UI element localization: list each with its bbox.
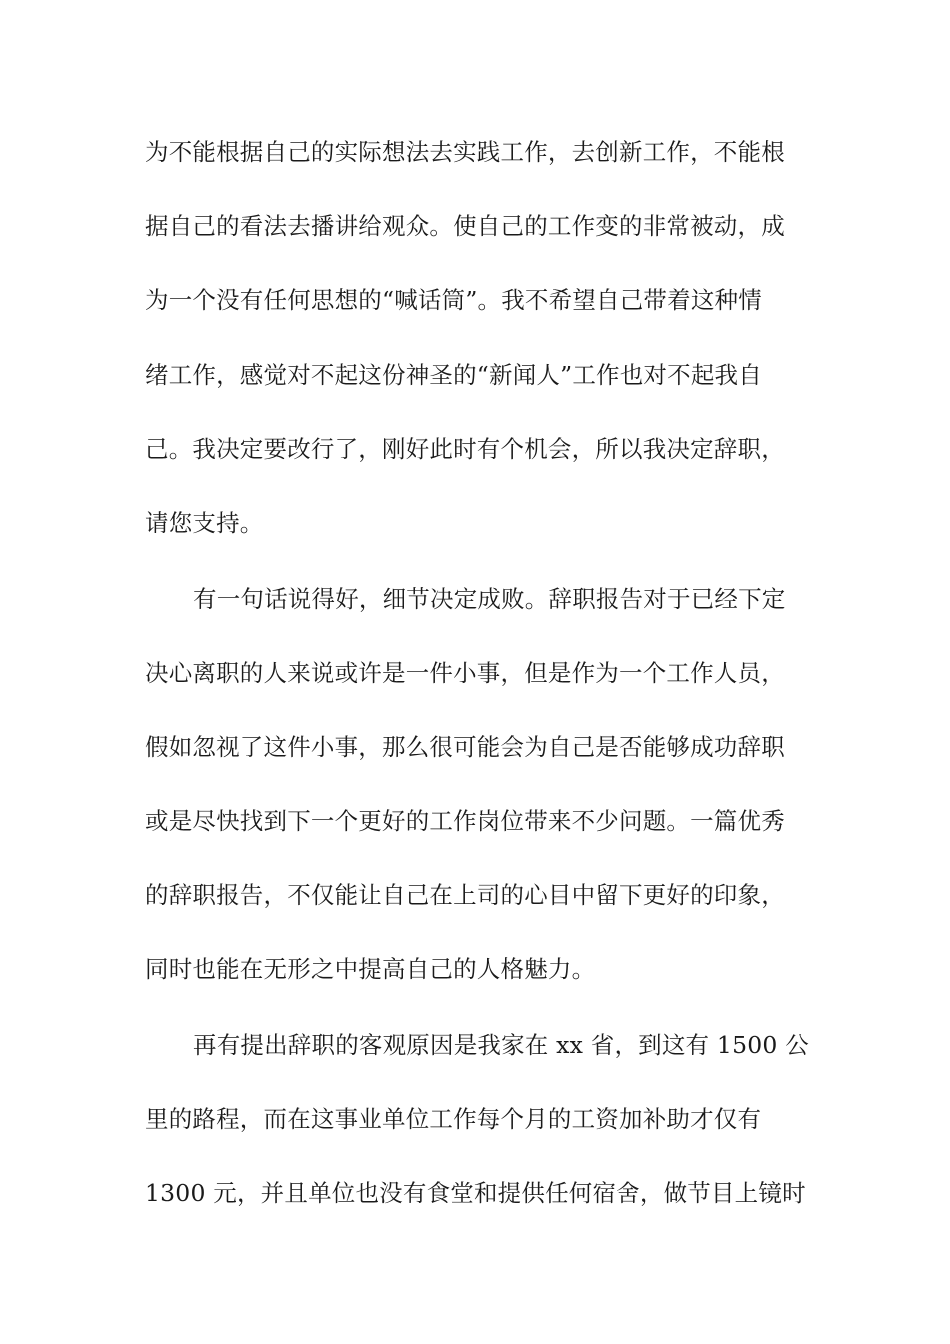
- text-line: 己。我决定要改行了，刚好此时有个机会，所以我决定辞职，: [145, 435, 785, 463]
- text-line: 或是尽快找到下一个更好的工作岗位带来不少问题。一篇优秀: [145, 807, 785, 835]
- text-line: 的辞职报告，不仅能让自己在上司的心目中留下更好的印象，: [145, 881, 785, 909]
- text-line: 据自己的看法去播讲给观众。使自己的工作变的非常被动，成: [145, 212, 785, 240]
- text-line: 假如忽视了这件小事，那么很可能会为自己是否能够成功辞职: [145, 733, 785, 761]
- text-line: 为一个没有任何思想的“喊话筒”。我不希望自己带着这种情: [145, 286, 762, 314]
- text-line: 1300 元，并且单位也没有食堂和提供任何宿舍，做节目上镜时: [145, 1179, 806, 1207]
- paragraph-first-line: 再有提出辞职的客观原因是我家在 xx 省，到这有 1500 公: [193, 1031, 809, 1059]
- text-line: 里的路程，而在这事业单位工作每个月的工资加补助才仅有: [145, 1105, 762, 1133]
- paragraph-first-line: 有一句话说得好，细节决定成败。辞职报告对于已经下定: [193, 585, 786, 613]
- text-line: 请您支持。: [145, 509, 264, 537]
- text-line: 绪工作，感觉对不起这份神圣的“新闻人”工作也对不起我自: [145, 361, 762, 389]
- text-line: 为不能根据自己的实际想法去实践工作，去创新工作，不能根: [145, 138, 785, 166]
- text-line: 决心离职的人来说或许是一件小事，但是作为一个工作人员，: [145, 659, 785, 687]
- text-line: 同时也能在无形之中提高自己的人格魅力。: [145, 955, 596, 983]
